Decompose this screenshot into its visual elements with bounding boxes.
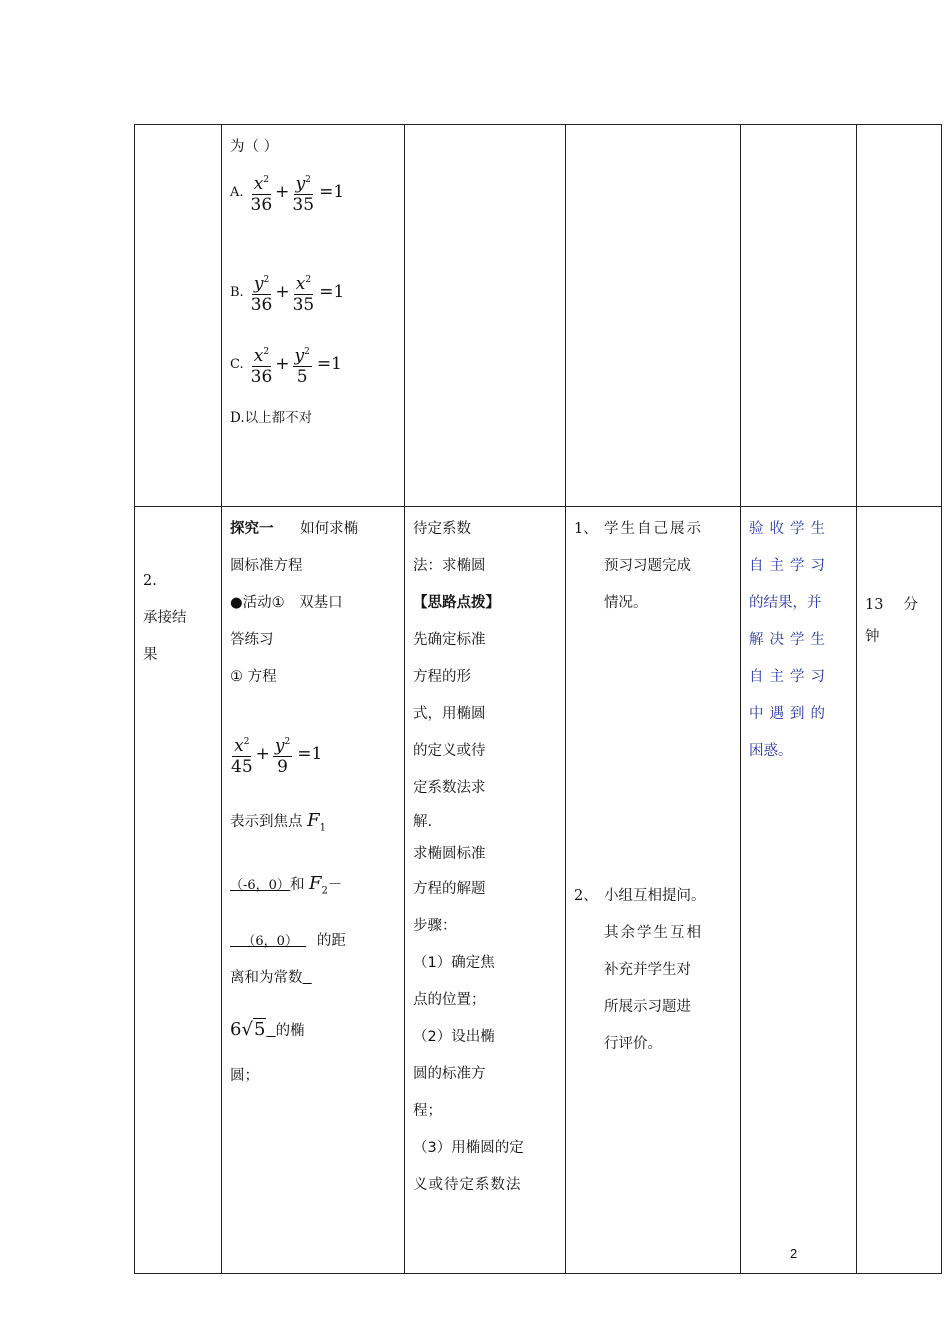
table-row — [135, 507, 942, 1274]
ellipse-equation: $\frac{x^2}{45}$ + $\frac{y^2}{9}$ =1 — [230, 728, 396, 780]
fraction: $\frac{y^2}{35}$ — [292, 170, 314, 215]
method-line: 解. — [413, 814, 433, 830]
method-line: 义或待定系数法 — [413, 1177, 522, 1193]
focus-coords: （-6，0）和 $F_2-$ — [230, 872, 343, 897]
purpose-line: 自主学习 — [749, 558, 831, 574]
purpose-cell — [741, 507, 857, 1274]
method-line: 点的位置； — [413, 992, 486, 1008]
activity-label: ●活动① 双基口 — [230, 595, 343, 611]
question-tail: 为（ ） — [230, 139, 279, 155]
purpose-line: 中遇到的 — [749, 706, 831, 722]
fraction: $\frac{y^2}{36}$ — [251, 270, 273, 315]
option-c: C. $\frac{x^2}{36}$ + $\frac{y^2}{5}$ =1 — [230, 338, 396, 390]
method-line: 【思路点拨】 — [413, 595, 500, 611]
method-line: （1）确定焦 — [413, 955, 495, 971]
method-line: 定系数法求 — [413, 780, 486, 796]
method-line: 先确定标准 — [413, 632, 486, 648]
method-line: 步骤： — [413, 918, 457, 934]
sum-line: 离和为常数 — [230, 970, 303, 987]
focus2-coord-line: （6，0） 的距 — [242, 933, 346, 950]
table-row — [135, 125, 942, 507]
activity-label-cont: 答练习 — [230, 632, 274, 648]
time-cell — [857, 507, 942, 1274]
sum-value-line: 6√5 的椭 — [230, 1019, 305, 1041]
explore-title: 探究一 — [230, 521, 274, 537]
explore-question: 如何求椭 — [300, 521, 359, 537]
method-cell — [405, 507, 566, 1274]
purpose-line: 验收学生 — [749, 521, 831, 537]
item-label: ① 方程 — [230, 669, 277, 685]
stage-cell — [135, 125, 222, 507]
stage-title: 承接结 — [143, 610, 187, 626]
method-cell — [405, 125, 566, 507]
fraction: $\frac{x^2}{36}$ — [251, 342, 273, 387]
fraction: $\frac{y^2}{9}$ — [273, 732, 292, 777]
fraction: $\frac{x^2}{36}$ — [251, 170, 273, 215]
stage-title-cont: 果 — [143, 647, 158, 663]
lesson-plan-table — [134, 124, 942, 1274]
method-line: 程； — [413, 1103, 442, 1119]
time-cell — [857, 125, 942, 507]
purpose-cell — [741, 125, 857, 507]
method-line: （2）设出椭 — [413, 1029, 495, 1045]
method-line: 的定义或待 — [413, 743, 486, 759]
option-a: A. $\frac{x^2}{36}$ + $\frac{y^2}{35}$ =1 — [230, 166, 396, 218]
fraction: $\frac{x^2}{35}$ — [293, 270, 315, 315]
focus-f1: $F_1$ — [307, 810, 326, 834]
option-b: B. $\frac{y^2}{36}$ + $\frac{x^2}{35}$ =1 — [230, 266, 396, 318]
student-activity-cell — [566, 507, 741, 1274]
student-step-2: 2、 小组互相提问。 其余学生互相 补充并学生对 所展示习题进 行评价。 — [574, 888, 706, 1052]
purpose-line: 解决学生 — [749, 632, 831, 648]
ellipse-end: 圆； — [230, 1068, 259, 1085]
focus-f2: $F_2$ — [309, 872, 328, 897]
sum-value: 6√5 — [230, 1019, 266, 1041]
method-line: 待定系数 — [413, 521, 471, 537]
stage-cell — [135, 507, 222, 1274]
purpose-line: 困惑。 — [749, 743, 793, 759]
student-step-1: 1、 学生自己展示 预习习题完成 情况。 — [574, 521, 703, 611]
method-line: 圆的标准方 — [413, 1066, 486, 1082]
content-cell — [222, 125, 405, 507]
method-line: （3）用椭圆的定 — [413, 1140, 524, 1156]
method-line: 式，用椭圆 — [413, 706, 486, 722]
fraction: $\frac{y^2}{5}$ — [293, 342, 312, 387]
fraction: $\frac{x^2}{45}$ — [231, 732, 253, 777]
method-line: 方程的形 — [413, 669, 471, 685]
time-unit: 钟 — [865, 629, 880, 645]
time-value: 13 分 — [865, 597, 918, 613]
content-cell — [222, 507, 405, 1274]
stage-number: 2. — [143, 573, 157, 589]
method-line: 求椭圆标准 — [413, 846, 486, 862]
option-d: D.以上都不对 — [230, 410, 313, 426]
method-line: 方程的解题 — [413, 881, 486, 897]
explore-question-cont: 圆标准方程 — [230, 558, 303, 574]
purpose-line: 自主学习 — [749, 669, 831, 685]
purpose-line: 的结果，并 — [749, 595, 822, 611]
page-number: 2 — [790, 1246, 798, 1261]
foci-sentence: 表示到焦点 $F_1$ — [230, 810, 326, 834]
method-line: 法：求椭圆 — [413, 558, 486, 574]
explore-heading — [230, 511, 396, 548]
student-activity-cell — [566, 125, 741, 507]
